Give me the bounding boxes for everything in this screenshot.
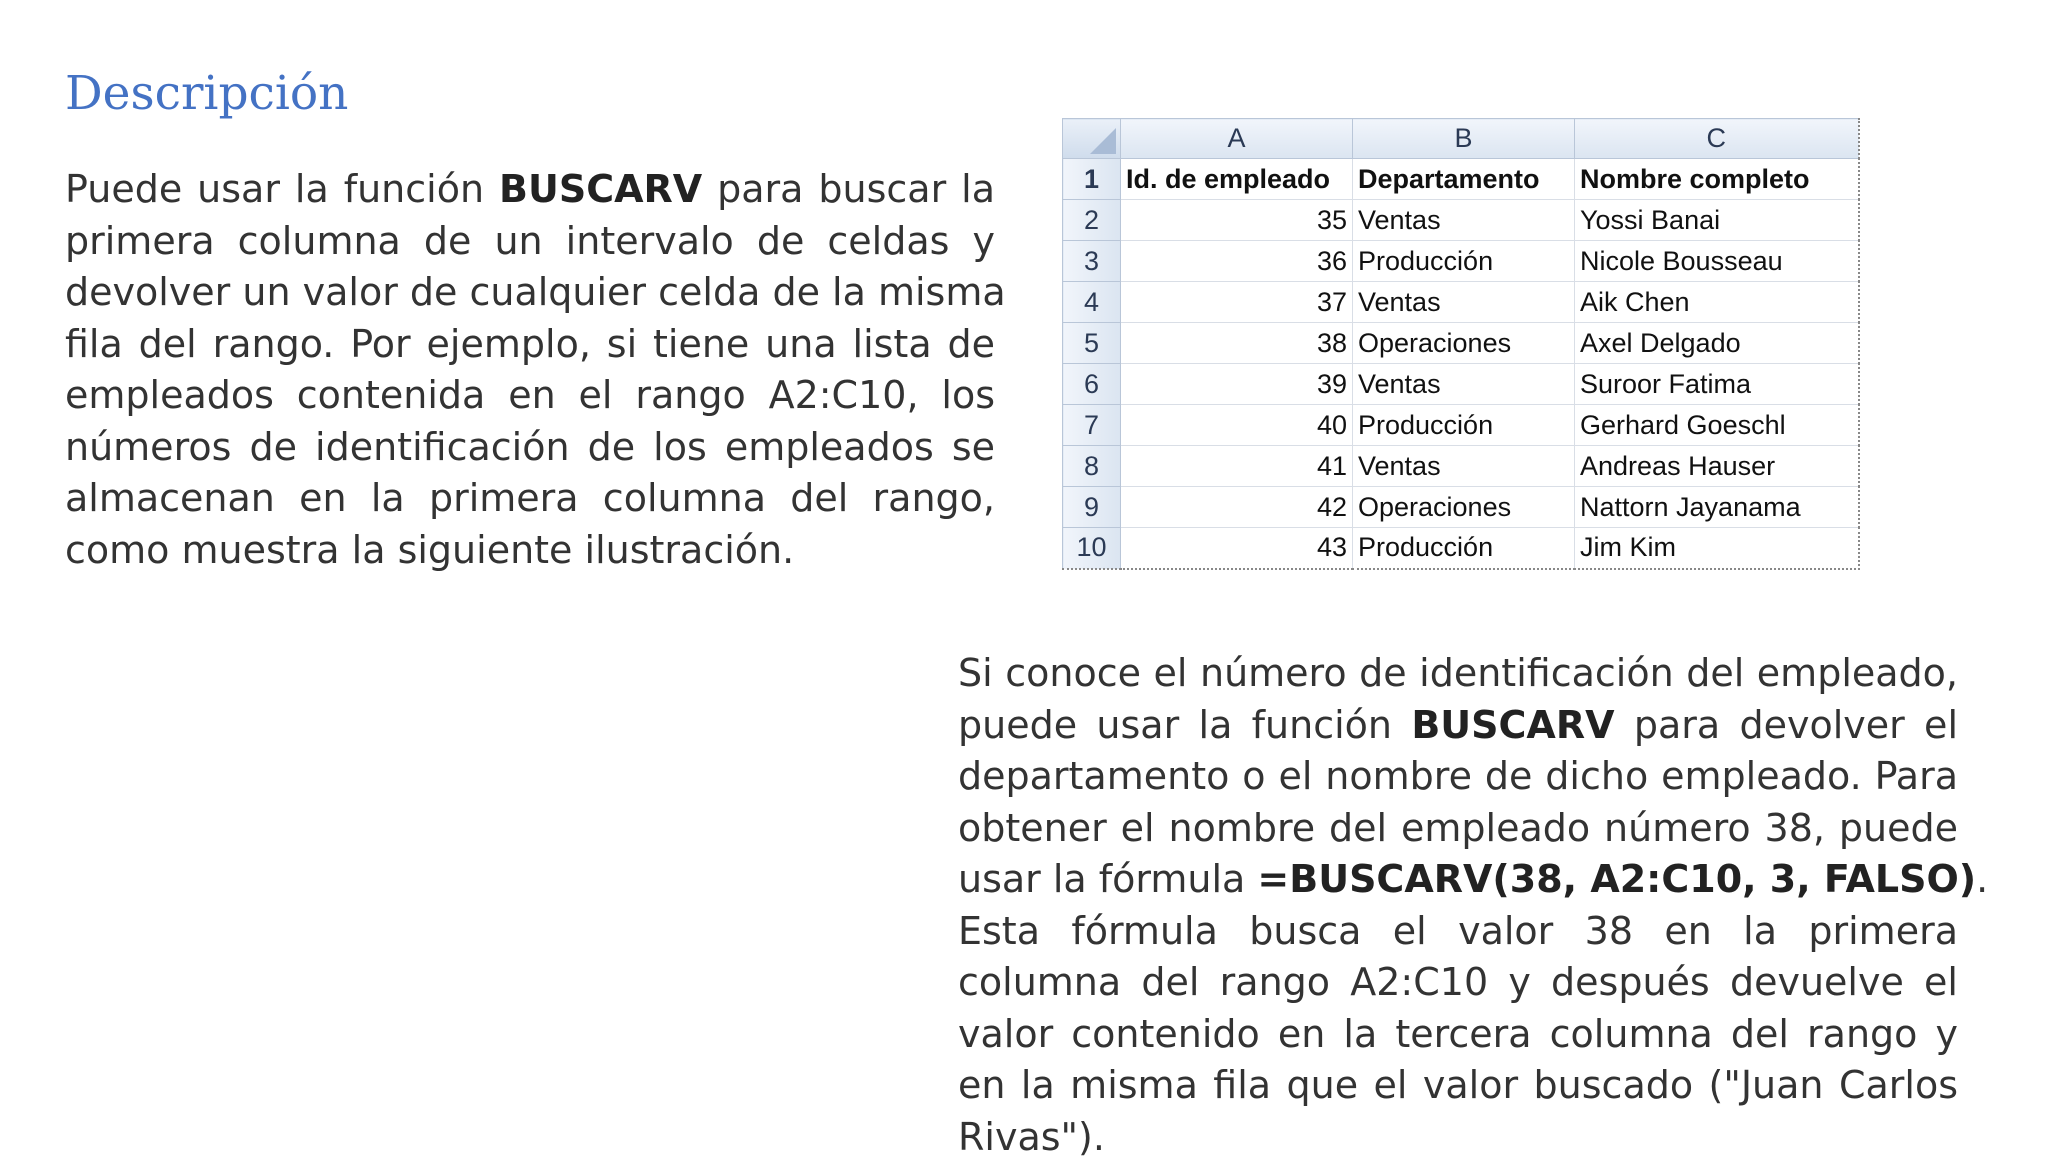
paragraph-line: primera columna de un intervalo de celdas y bbox=[65, 216, 995, 268]
cell-id: 37 bbox=[1121, 282, 1353, 323]
cell-id: 39 bbox=[1121, 364, 1353, 405]
paragraph-line: almacenan en la primera columna del rango, bbox=[65, 473, 995, 525]
row-number: 10 bbox=[1063, 528, 1121, 569]
cell-full-name: Axel Delgado bbox=[1575, 323, 1859, 364]
column-header-c: C bbox=[1575, 119, 1859, 159]
cell-full-name: Gerhard Goeschl bbox=[1575, 405, 1859, 446]
employee-spreadsheet bbox=[1062, 118, 1860, 570]
formula-bold: =BUSCARV(38, A2:C10, 3, FALSO) bbox=[1257, 857, 1976, 901]
cell-department: Ventas bbox=[1353, 200, 1575, 241]
column-header-row bbox=[1063, 119, 1859, 159]
row-number: 3 bbox=[1063, 241, 1121, 282]
table-row bbox=[1063, 323, 1859, 364]
table-row bbox=[1063, 282, 1859, 323]
paragraph-line: departamento o el nombre de dicho empleado. Para bbox=[958, 751, 1958, 803]
cell-full-name: Suroor Fatima bbox=[1575, 364, 1859, 405]
page-title: Descripción bbox=[65, 66, 348, 121]
column-header-b: B bbox=[1353, 119, 1575, 159]
cell-id: Id. de empleado bbox=[1121, 159, 1353, 200]
table-row bbox=[1063, 487, 1859, 528]
description-paragraph-2 bbox=[958, 648, 1958, 1163]
cell-department: Producción bbox=[1353, 528, 1575, 569]
cell-department: Operaciones bbox=[1353, 487, 1575, 528]
table-row bbox=[1063, 159, 1859, 200]
cell-full-name: Yossi Banai bbox=[1575, 200, 1859, 241]
paragraph-line: puede usar la función BUSCARV para devolver el bbox=[958, 700, 1958, 752]
paragraph-line: obtener el nombre del empleado número 38, puede bbox=[958, 803, 1958, 855]
row-number: 1 bbox=[1063, 159, 1121, 200]
row-number: 4 bbox=[1063, 282, 1121, 323]
select-all-triangle-icon bbox=[1090, 128, 1116, 154]
table-row bbox=[1063, 446, 1859, 487]
paragraph-line: usar la fórmula =BUSCARV(38, A2:C10, 3, FALSO). bbox=[958, 854, 1958, 906]
cell-id: 40 bbox=[1121, 405, 1353, 446]
table-row bbox=[1063, 528, 1859, 569]
paragraph-line: empleados contenida en el rango A2:C10, los bbox=[65, 370, 995, 422]
cell-full-name: Nattorn Jayanama bbox=[1575, 487, 1859, 528]
paragraph-line: fila del rango. Por ejemplo, si tiene una lista de bbox=[65, 319, 995, 371]
row-number: 9 bbox=[1063, 487, 1121, 528]
description-paragraph-1 bbox=[65, 164, 995, 576]
paragraph-line: Rivas"). bbox=[958, 1112, 1958, 1163]
select-all-corner bbox=[1063, 119, 1121, 159]
cell-id: 35 bbox=[1121, 200, 1353, 241]
cell-full-name: Nombre completo bbox=[1575, 159, 1859, 200]
cell-department: Producción bbox=[1353, 241, 1575, 282]
cell-department: Operaciones bbox=[1353, 323, 1575, 364]
cell-department: Ventas bbox=[1353, 446, 1575, 487]
row-number: 8 bbox=[1063, 446, 1121, 487]
cell-id: 43 bbox=[1121, 528, 1353, 569]
paragraph-line: como muestra la siguiente ilustración. bbox=[65, 525, 995, 577]
cell-department: Ventas bbox=[1353, 364, 1575, 405]
function-name-bold: BUSCARV bbox=[499, 167, 702, 211]
paragraph-line: Si conoce el número de identificación del empleado, bbox=[958, 648, 1958, 700]
row-number: 6 bbox=[1063, 364, 1121, 405]
row-number: 7 bbox=[1063, 405, 1121, 446]
function-name-bold: BUSCARV bbox=[1411, 703, 1614, 747]
paragraph-line: Esta fórmula busca el valor 38 en la primera bbox=[958, 906, 1958, 958]
paragraph-line: números de identificación de los empleados se bbox=[65, 422, 995, 474]
paragraph-line: Puede usar la función BUSCARV para buscar la bbox=[65, 164, 995, 216]
cell-id: 42 bbox=[1121, 487, 1353, 528]
column-header-a: A bbox=[1121, 119, 1353, 159]
table-row bbox=[1063, 200, 1859, 241]
cell-department: Producción bbox=[1353, 405, 1575, 446]
table-row bbox=[1063, 405, 1859, 446]
paragraph-line: en la misma fila que el valor buscado ("Juan Carlos bbox=[958, 1060, 1958, 1112]
row-number: 5 bbox=[1063, 323, 1121, 364]
paragraph-line: valor contenido en la tercera columna del rango y bbox=[958, 1009, 1958, 1061]
cell-id: 41 bbox=[1121, 446, 1353, 487]
cell-full-name: Nicole Bousseau bbox=[1575, 241, 1859, 282]
cell-full-name: Andreas Hauser bbox=[1575, 446, 1859, 487]
cell-full-name: Jim Kim bbox=[1575, 528, 1859, 569]
table-row bbox=[1063, 364, 1859, 405]
cell-department: Ventas bbox=[1353, 282, 1575, 323]
table-row bbox=[1063, 241, 1859, 282]
cell-id: 36 bbox=[1121, 241, 1353, 282]
paragraph-line: columna del rango A2:C10 y después devuelve el bbox=[958, 957, 1958, 1009]
cell-id: 38 bbox=[1121, 323, 1353, 364]
paragraph-line: devolver un valor de cualquier celda de la misma bbox=[65, 267, 995, 319]
row-number: 2 bbox=[1063, 200, 1121, 241]
cell-full-name: Aik Chen bbox=[1575, 282, 1859, 323]
cell-department: Departamento bbox=[1353, 159, 1575, 200]
